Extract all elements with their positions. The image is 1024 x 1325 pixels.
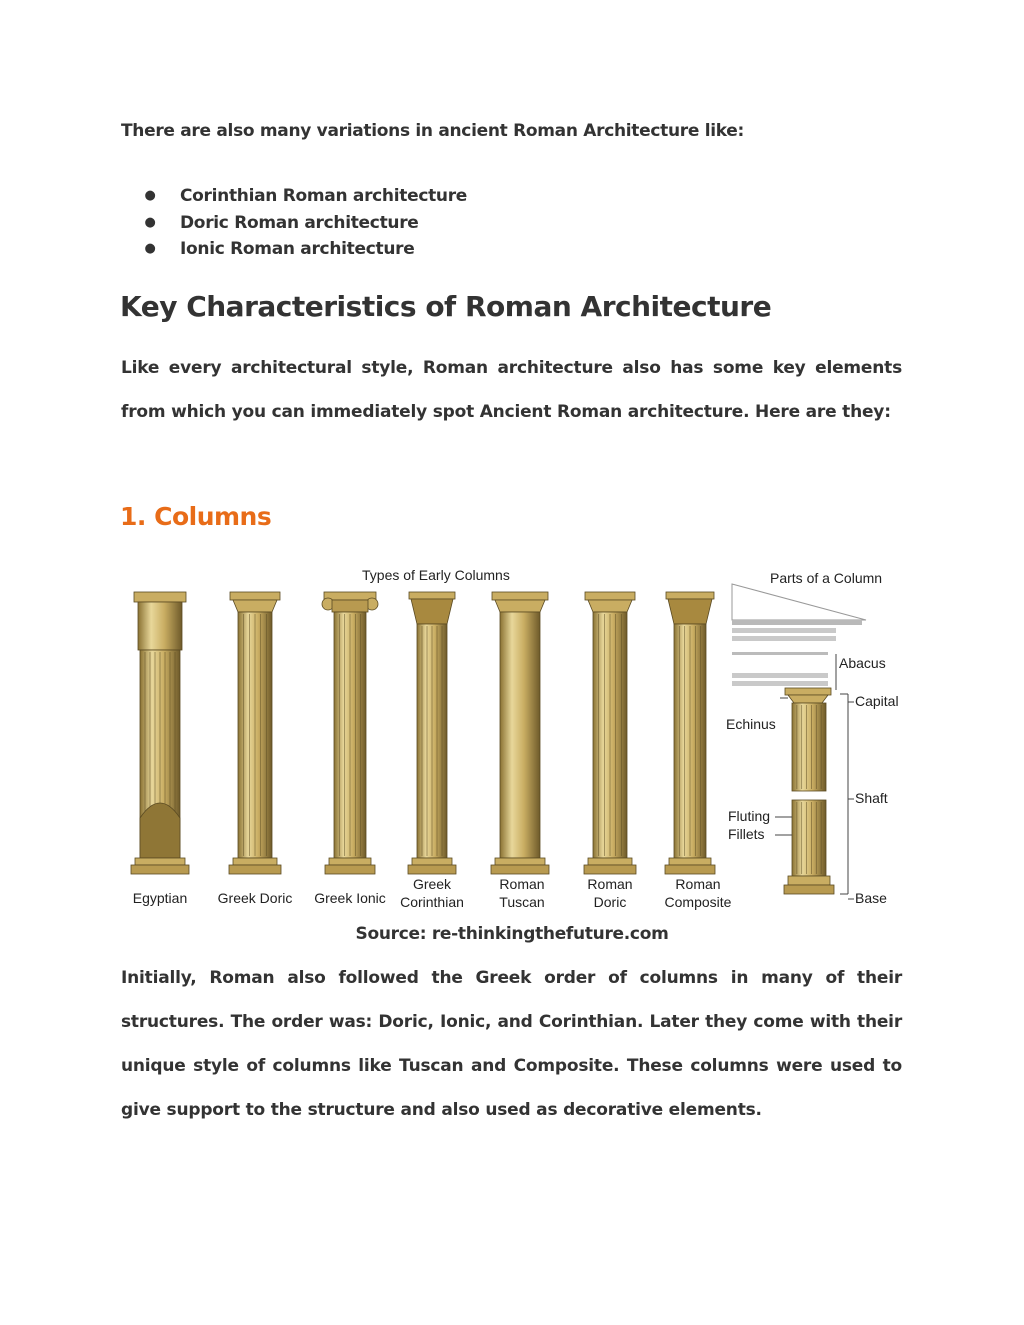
bullet-icon: ● [144, 214, 156, 230]
cornice-band [732, 620, 862, 625]
base-shape [495, 858, 545, 865]
column-label: Greek Doric [217, 890, 293, 906]
columns-group [131, 592, 715, 874]
column-label: Corinthian [400, 894, 464, 910]
leaf-base-shape [140, 803, 180, 858]
base-shape [233, 858, 277, 865]
capital-shape [495, 600, 545, 612]
abacus-shape [785, 688, 831, 695]
columns-subheading: 1. Columns [120, 502, 272, 531]
column-label: Roman [499, 876, 545, 892]
pediment-shape [732, 584, 866, 620]
column-illustration [229, 592, 281, 874]
architrave-band [732, 681, 828, 686]
base-plinth [665, 865, 715, 874]
base-plinth [584, 865, 636, 874]
capital-leaves [411, 599, 453, 624]
architrave-band [732, 673, 828, 678]
capital-shape [332, 600, 368, 612]
column-types-illustration [120, 562, 904, 914]
capital-leaves [668, 599, 712, 624]
intro-paragraph: Like every architectural style, Roman architecture also has some key elements from which you can immediately spot Ancient Roman architecture. Here are they: [121, 358, 902, 422]
base-plinth [408, 865, 456, 874]
base-shape [669, 858, 711, 865]
column-illustration [408, 592, 456, 874]
list-item-text: Doric Roman architecture [180, 212, 419, 233]
column-illustration [322, 592, 378, 874]
cornice-band [732, 636, 836, 641]
capital-shape [138, 602, 182, 650]
base-shape [135, 858, 185, 865]
base-shape [329, 858, 371, 865]
capital-shape [588, 600, 632, 612]
list-item-text: Ionic Roman architecture [180, 239, 415, 259]
echinus-label: Echinus [726, 716, 776, 732]
list-item [140, 210, 467, 237]
capital-label: Capital [855, 693, 899, 709]
capital-shape [409, 592, 455, 599]
columns-paragraph: Initially, Roman also followed the Greek order of columns in many of their structures. The order was: Doric, Ionic, and Corinthian. Later they come with their unique style of columns like Tuscan and Composite. These columns were used to give support to the structure and also used as decorative elements. [121, 968, 902, 1120]
capital-shape [324, 592, 376, 600]
column-illustration [665, 592, 715, 874]
column-label: Composite [664, 894, 732, 910]
base-shape [588, 858, 632, 865]
section-heading: Key Characteristics of Roman Architecture [120, 290, 772, 323]
column-illustration [491, 592, 549, 874]
echinus-shape [788, 695, 828, 703]
parts-diagram [726, 570, 899, 906]
cornice-band [732, 628, 836, 633]
bullet-icon: ● [144, 241, 156, 256]
capital-shape [230, 592, 280, 600]
list-item-text: Corinthian Roman architecture [180, 186, 468, 206]
list-item [140, 183, 467, 210]
base-plinth [131, 865, 189, 874]
column-label: Egyptian [132, 890, 188, 906]
fillets-label: Fillets [728, 826, 765, 842]
column-label: Tuscan [499, 894, 545, 910]
parts-title: Parts of a Column [770, 570, 883, 586]
list-item [140, 236, 467, 263]
base-label: Base [855, 890, 887, 906]
figure-title: Types of Early Columns [362, 567, 510, 583]
capital-shape [585, 592, 635, 600]
intro-text: There are also many variations in ancient Roman Architecture like: [121, 121, 745, 141]
base-plinth [325, 865, 375, 874]
base-shape [412, 858, 452, 865]
shaft-shape [500, 612, 540, 858]
frieze-band [732, 652, 828, 655]
column-label: Roman [675, 876, 721, 892]
base-shape [788, 876, 830, 885]
capital-shape [666, 592, 714, 599]
column-illustration [131, 592, 189, 874]
column-label: Greek Ionic [314, 890, 386, 906]
column-label: Greek [412, 876, 452, 892]
image-source-caption: Source: re-thinkingthefuture.com [355, 924, 669, 944]
capital-shape [492, 592, 548, 600]
variations-list [140, 183, 467, 263]
column-diagram [120, 562, 904, 914]
column-labels [133, 876, 732, 910]
base-plinth [229, 865, 281, 874]
column-label: Doric [593, 894, 627, 910]
base-plinth [491, 865, 549, 874]
column-label: Roman [587, 876, 633, 892]
fluting-label: Fluting [728, 808, 771, 824]
capital-shape [233, 600, 277, 612]
abacus-label: Abacus [839, 655, 886, 671]
capital-shape [134, 592, 186, 602]
base-plinth [784, 885, 834, 894]
bullet-icon: ● [144, 188, 156, 203]
column-illustration [584, 592, 636, 874]
shaft-label: Shaft [855, 790, 888, 806]
